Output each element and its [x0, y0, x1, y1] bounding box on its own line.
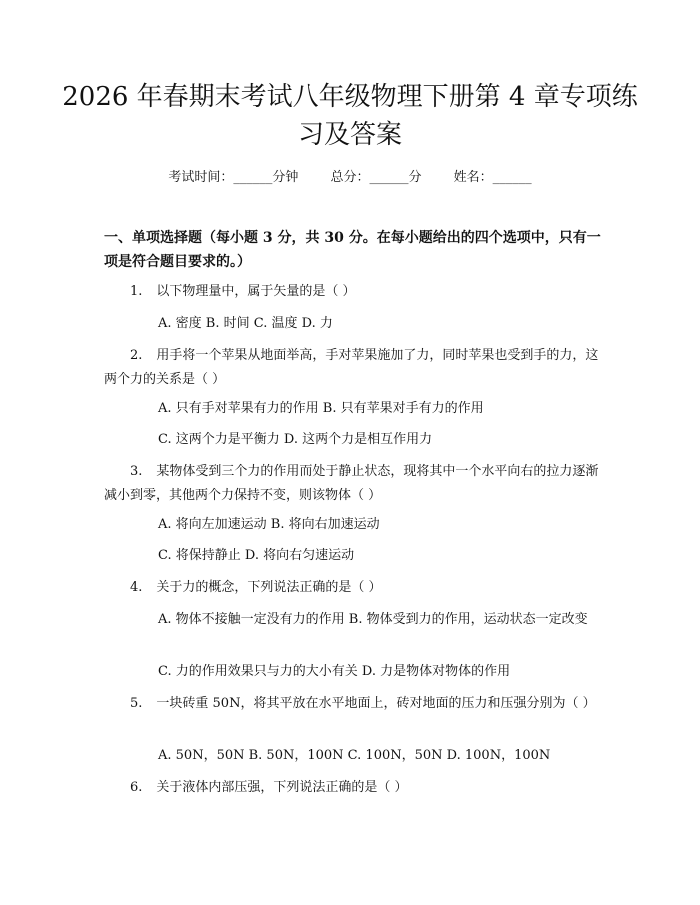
question-4-options-ab: A. 物体不接触一定没有力的作用 B. 物体受到力的作用，运动状态一定改变 [158, 612, 588, 627]
question-number: 2. [130, 348, 143, 363]
question-4-options-cd: C. 力的作用效果只与力的大小有关 D. 力是物体对物体的作用 [158, 664, 511, 679]
section-heading: 一、单项选择题（每小题 3 分，共 30 分。在每小题给出的四个选项中，只有一项是符合题目要求的。） [104, 230, 601, 270]
student-name-field: 姓名：______ [453, 170, 532, 185]
question-text: 一块砖重 50N，将其平放在水平地面上，砖对地面的压力和压强分别为（ ） [156, 696, 596, 711]
question-number: 1. [130, 284, 143, 299]
question-4 [104, 576, 604, 600]
question-text: 以下物理量中，属于矢量的是（ ） [156, 284, 356, 299]
question-1 [104, 280, 604, 304]
question-5 [104, 692, 604, 716]
question-1-options: A. 密度 B. 时间 C. 温度 D. 力 [158, 316, 333, 331]
question-number: 5. [130, 696, 143, 711]
question-number: 6. [130, 780, 143, 795]
question-6 [104, 776, 604, 800]
question-5-options: A. 50N，50N B. 50N，100N C. 100N，50N D. 100N，100N [158, 748, 551, 763]
question-number: 4. [130, 580, 143, 595]
exam-time-field: 考试时间：______分钟 [168, 170, 299, 185]
question-text: 关于液体内部压强，下列说法正确的是（ ） [156, 780, 408, 795]
question-text: 用手将一个苹果从地面举高，手对苹果施加了力，同时苹果也受到手的力，这两个力的关系是（ ） [104, 348, 599, 387]
question-number: 3. [130, 464, 143, 479]
question-3-options-ab: A. 将向左加速运动 B. 将向右加速运动 [158, 517, 380, 532]
total-score-field: 总分：______分 [330, 170, 422, 185]
question-text: 关于力的概念，下列说法正确的是（ ） [156, 580, 382, 595]
question-2 [104, 344, 604, 392]
exam-meta [0, 168, 700, 188]
page-title: 2026 年春期末考试八年级物理下册第 4 章专项练习及答案 [62, 82, 638, 150]
question-2-options-cd: C. 这两个力是平衡力 D. 这两个力是相互作用力 [158, 432, 433, 447]
question-3 [104, 460, 604, 508]
question-3-options-cd: C. 将保持静止 D. 将向右匀速运动 [158, 548, 355, 563]
question-text: 某物体受到三个力的作用而处于静止状态，现将其中一个水平向右的拉力逐渐减小到零，其他两个力保持不变，则该物体（ ） [104, 464, 599, 503]
question-2-options-ab: A. 只有手对苹果有力的作用 B. 只有苹果对手有力的作用 [158, 401, 484, 416]
